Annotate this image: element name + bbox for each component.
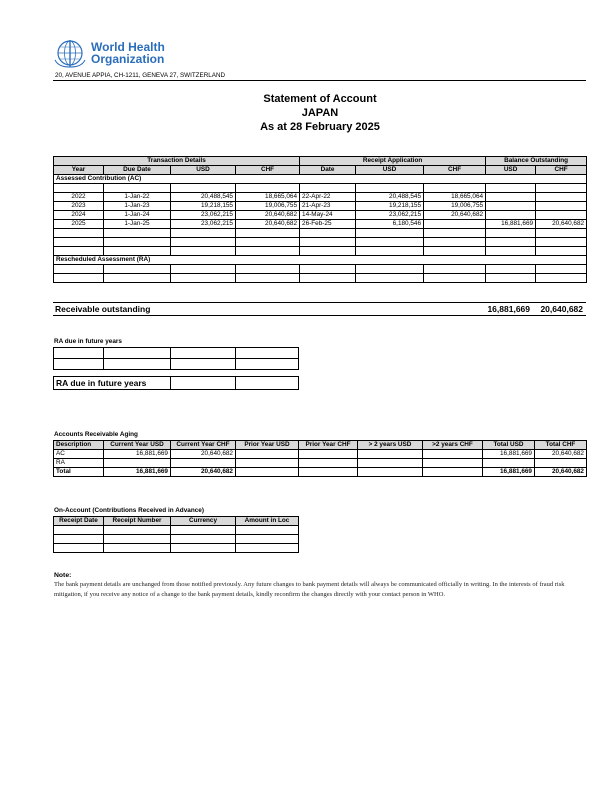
aging-total-label: Total	[54, 468, 104, 477]
col-year: Year	[54, 166, 104, 175]
title-country: JAPAN	[301, 107, 339, 119]
row-usd: 20,488,545	[171, 193, 236, 202]
row-receipt-chf: 20,640,682	[424, 211, 486, 220]
col-prior-year-chf: Prior Year CHF	[299, 441, 358, 450]
blank-row	[54, 526, 299, 535]
aging-total-cell	[236, 468, 299, 477]
aging-total-cell: 20,640,682	[171, 468, 236, 477]
note-title: Note:	[54, 572, 72, 579]
blank-row	[54, 184, 587, 193]
aging-total-row	[54, 468, 587, 477]
row-balance-usd	[486, 193, 536, 202]
ra-future-table	[53, 347, 299, 370]
blank-row	[54, 535, 299, 544]
org-name-line1: World Health	[91, 40, 165, 54]
col-chf: CHF	[236, 166, 300, 175]
aging-total-cell: 20,640,682	[535, 468, 587, 477]
aging-cell	[299, 450, 358, 459]
aging-cell	[236, 450, 299, 459]
blank-row	[54, 274, 587, 283]
col-receipt-chf: CHF	[424, 166, 486, 175]
aging-total-cell	[358, 468, 423, 477]
aging-cell	[423, 459, 483, 468]
blank-row	[54, 348, 299, 359]
row-year: 2022	[54, 193, 104, 202]
table-row	[54, 450, 587, 459]
table-row	[54, 211, 587, 220]
col-total-usd: Total USD	[483, 441, 535, 450]
row-usd: 19,218,155	[171, 202, 236, 211]
col-prior-year-usd: Prior Year USD	[236, 441, 299, 450]
table-row	[54, 202, 587, 211]
col-balance-usd: USD	[486, 166, 536, 175]
row-balance-chf	[536, 193, 587, 202]
receivable-outstanding-label: Receivable outstanding	[55, 304, 151, 314]
row-receipt-usd: 23,062,215	[356, 211, 424, 220]
ra-future-small-label: RA due in future years	[54, 338, 122, 345]
row-year: 2023	[54, 202, 104, 211]
row-due-date: 1-Jan-22	[104, 193, 171, 202]
aging-cell	[299, 459, 358, 468]
aging-total-cell: 16,881,669	[483, 468, 535, 477]
aging-title: Accounts Receivable Aging	[54, 431, 138, 438]
aging-description: AC	[54, 450, 104, 459]
aging-cell	[535, 459, 587, 468]
column-header-row	[54, 166, 587, 175]
aging-table	[53, 440, 587, 477]
col-due-date: Due Date	[104, 166, 171, 175]
group-receipt-application: Receipt Application	[300, 157, 486, 166]
assessed-label-row	[54, 175, 587, 184]
col-date: Date	[300, 166, 356, 175]
aging-cell: 20,640,682	[171, 450, 236, 459]
aging-cell	[358, 450, 423, 459]
aging-cell: 16,881,669	[483, 450, 535, 459]
ra-future-total-table	[53, 376, 299, 390]
blank-row	[54, 238, 587, 247]
row-receipt-chf: 18,665,064	[424, 193, 486, 202]
row-balance-usd	[486, 211, 536, 220]
blank-row	[54, 229, 587, 238]
blank-row	[54, 359, 299, 370]
table-row	[54, 459, 587, 468]
assessed-contribution-label: Assessed Contribution (AC)	[54, 175, 587, 184]
row-balance-usd: 16,881,669	[486, 220, 536, 229]
on-account-table	[53, 516, 299, 553]
row-year: 2025	[54, 220, 104, 229]
org-name-line2: Organization	[91, 52, 165, 66]
row-due-date: 1-Jan-25	[104, 220, 171, 229]
statement-table	[53, 156, 587, 283]
row-receipt-date: 22-Apr-22	[300, 193, 356, 202]
col-receipt-number: Receipt Number	[104, 517, 171, 526]
blank-row	[54, 247, 587, 256]
col-current-year-chf: Current Year CHF	[171, 441, 236, 450]
receivable-outstanding-usd: 16,881,669	[487, 304, 530, 314]
who-emblem-icon	[52, 38, 88, 68]
row-due-date: 1-Jan-23	[104, 202, 171, 211]
aging-cell	[236, 459, 299, 468]
col-usd: USD	[171, 166, 236, 175]
aging-cell	[171, 459, 236, 468]
col-over-2-years-chf: >2 years CHF	[423, 441, 483, 450]
col-over-2-years-usd: > 2 years USD	[358, 441, 423, 450]
col-balance-chf: CHF	[536, 166, 587, 175]
address-rule	[53, 80, 586, 81]
row-receipt-usd: 19,218,155	[356, 202, 424, 211]
title-line1: Statement of Account	[263, 93, 377, 105]
col-description: Description	[54, 441, 104, 450]
row-year: 2024	[54, 211, 104, 220]
ra-future-total-row	[54, 377, 299, 390]
row-due-date: 1-Jan-24	[104, 211, 171, 220]
row-receipt-date: 21-Apr-23	[300, 202, 356, 211]
col-current-year-usd: Current Year USD	[104, 441, 171, 450]
col-receipt-usd: USD	[356, 166, 424, 175]
note-text: The bank payment details are unchanged from those notified previously. Any future changes to bank payment details will always be communicated officially in writing. In the interests of fraud risk mitigation, if you receive any notice of a change to the bank payment details, kindly reconfirm the changes directly with your contact person in WHO.	[54, 581, 565, 598]
row-chf: 18,665,064	[236, 193, 300, 202]
aging-description: RA	[54, 459, 104, 468]
group-transaction-details: Transaction Details	[54, 157, 300, 166]
row-balance-chf: 20,640,682	[536, 220, 587, 229]
aging-cell: 20,640,682	[535, 450, 587, 459]
aging-cell	[423, 450, 483, 459]
row-receipt-date: 26-Feb-25	[300, 220, 356, 229]
row-receipt-usd: 20,488,545	[356, 193, 424, 202]
who-logo	[52, 38, 192, 70]
org-address: 20, AVENUE APPIA, CH-1211, GENEVA 27, SWITZERLAND	[55, 72, 226, 79]
col-total-chf: Total CHF	[535, 441, 587, 450]
row-receipt-chf	[424, 220, 486, 229]
title-date: As at 28 February 2025	[260, 121, 380, 133]
col-receipt-date: Receipt Date	[54, 517, 104, 526]
row-receipt-chf: 19,006,755	[424, 202, 486, 211]
rescheduled-label-row	[54, 256, 587, 265]
col-currency: Currency	[171, 517, 236, 526]
row-usd: 23,062,215	[171, 211, 236, 220]
statement-title	[0, 92, 612, 134]
aging-cell	[104, 459, 171, 468]
row-receipt-date: 14-May-24	[300, 211, 356, 220]
row-chf: 20,640,682	[236, 220, 300, 229]
row-balance-chf	[536, 211, 587, 220]
table-row	[54, 193, 587, 202]
blank-row	[54, 265, 587, 274]
aging-total-cell	[299, 468, 358, 477]
aging-total-cell	[423, 468, 483, 477]
aging-cell: 16,881,669	[104, 450, 171, 459]
row-chf: 20,640,682	[236, 211, 300, 220]
on-account-header-row	[54, 517, 299, 526]
row-balance-usd	[486, 202, 536, 211]
rescheduled-assessment-label: Rescheduled Assessment (RA)	[54, 256, 587, 265]
row-usd: 23,062,215	[171, 220, 236, 229]
aging-total-cell: 16,881,669	[104, 468, 171, 477]
aging-cell	[483, 459, 535, 468]
receivable-outstanding-row	[53, 302, 586, 316]
aging-header-row	[54, 441, 587, 450]
receivable-outstanding-chf: 20,640,682	[540, 304, 583, 314]
ra-future-big-label: RA due in future years	[54, 377, 171, 390]
row-receipt-usd: 6,180,546	[356, 220, 424, 229]
group-balance-outstanding: Balance Outstanding	[486, 157, 587, 166]
blank-row	[54, 544, 299, 553]
group-header-row	[54, 157, 587, 166]
on-account-title: On-Account (Contributions Received in Advance)	[54, 507, 204, 514]
aging-cell	[358, 459, 423, 468]
table-row	[54, 220, 587, 229]
row-chf: 19,006,755	[236, 202, 300, 211]
col-amount-in-loc: Amount in Loc	[236, 517, 299, 526]
row-balance-chf	[536, 202, 587, 211]
